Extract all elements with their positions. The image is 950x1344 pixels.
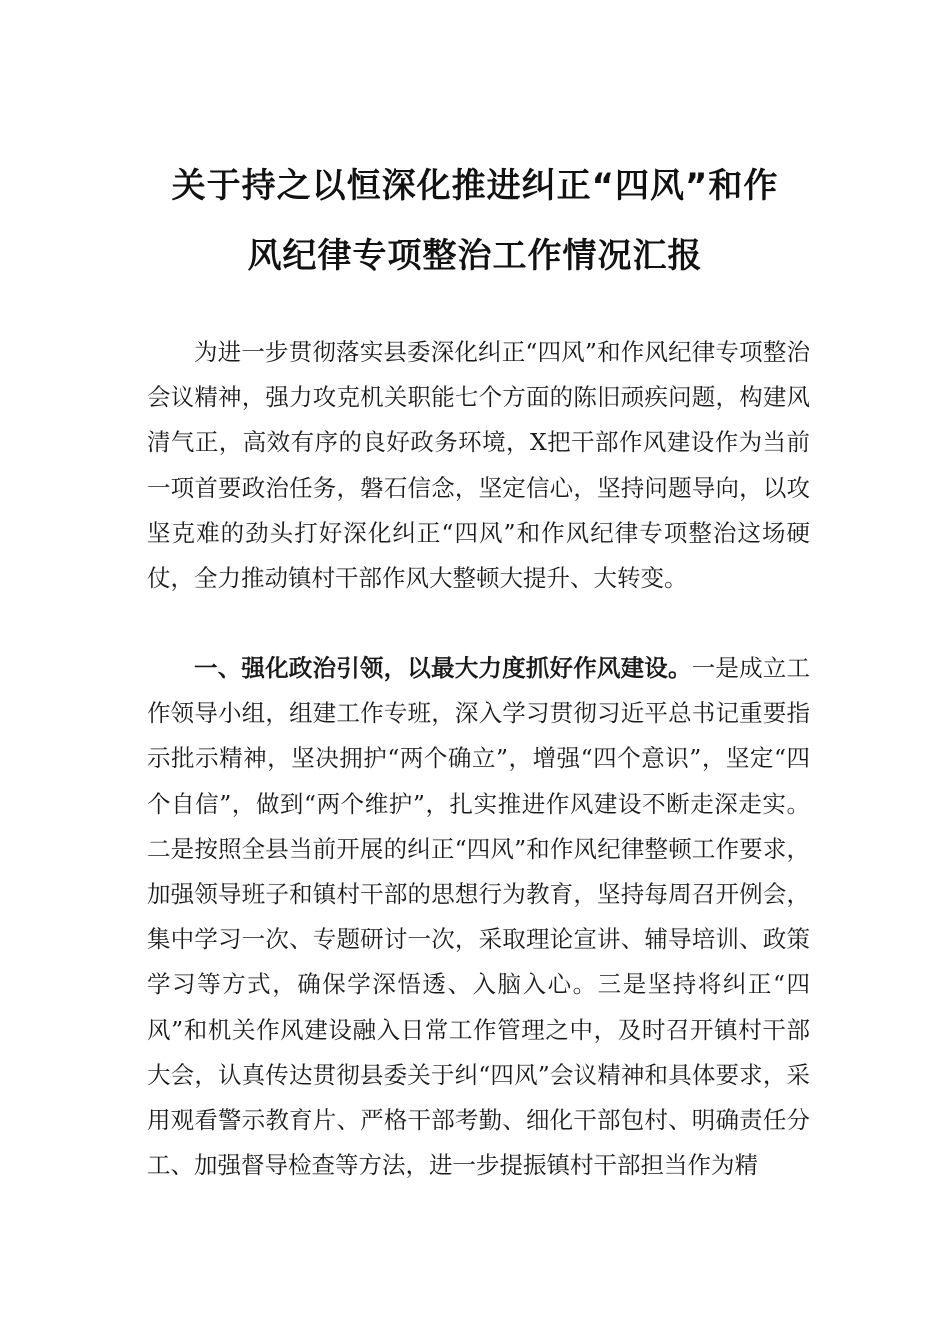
section-1-paragraph xyxy=(147,646,810,1188)
intro-paragraph xyxy=(147,330,810,601)
section-1-heading: 一、强化政治引领，以最大力度抓好作风建设。 xyxy=(194,654,692,682)
intro-paragraph-text: 为进一步贯彻落实县委深化纠正“四风”和作风纪律专项整治会议精神，强力攻克机关职能七个方面的陈旧顽疾问题，构建风清气正，高效有序的良好政务环境，X把干部作风建设作为当前一项首要政治任务，磐石信念，坚定信心，坚持问题导向，以攻坚克难的劲头打好深化纠正“四风”和作风纪律专项整治这场硬仗，全力推动镇村干部作风大整顿大提升、大转变。 xyxy=(147,338,810,593)
section-1-text: 一是成立工作领导小组，组建工作专班，深入学习贯彻习近平总书记重要指示批示精神，坚决拥护“两个确立”，增强“四个意识”，坚定“四个自信”，做到“两个维护”，扎实推进作风建设不断走深走实。二是按照全县当前开展的纠正“四风”和作风纪律整顿工作要求，加强领导班子和镇村干部的思想行为教育，坚持每周召开例会，集中学习一次、专题研讨一次，采取理论宣讲、辅导培训、政策学习等方式，确保学深悟透、入脑入心。三是坚持将纠正“四风”和机关作风建设融入日常工作管理之中，及时召开镇村干部大会，认真传达贯彻县委关于纠“四风”会议精神和具体要求，采用观看警示教育片、严格干部考勤、细化干部包村、明确责任分工、加强督导检查等方法，进一步提振镇村干部担当作为精 xyxy=(147,654,811,1180)
document-title-line-2: 风纪律专项整治工作情况汇报 xyxy=(247,236,703,276)
document-title-line-1: 关于持之以恒深化推进纠正“四风”和作 xyxy=(171,166,779,206)
